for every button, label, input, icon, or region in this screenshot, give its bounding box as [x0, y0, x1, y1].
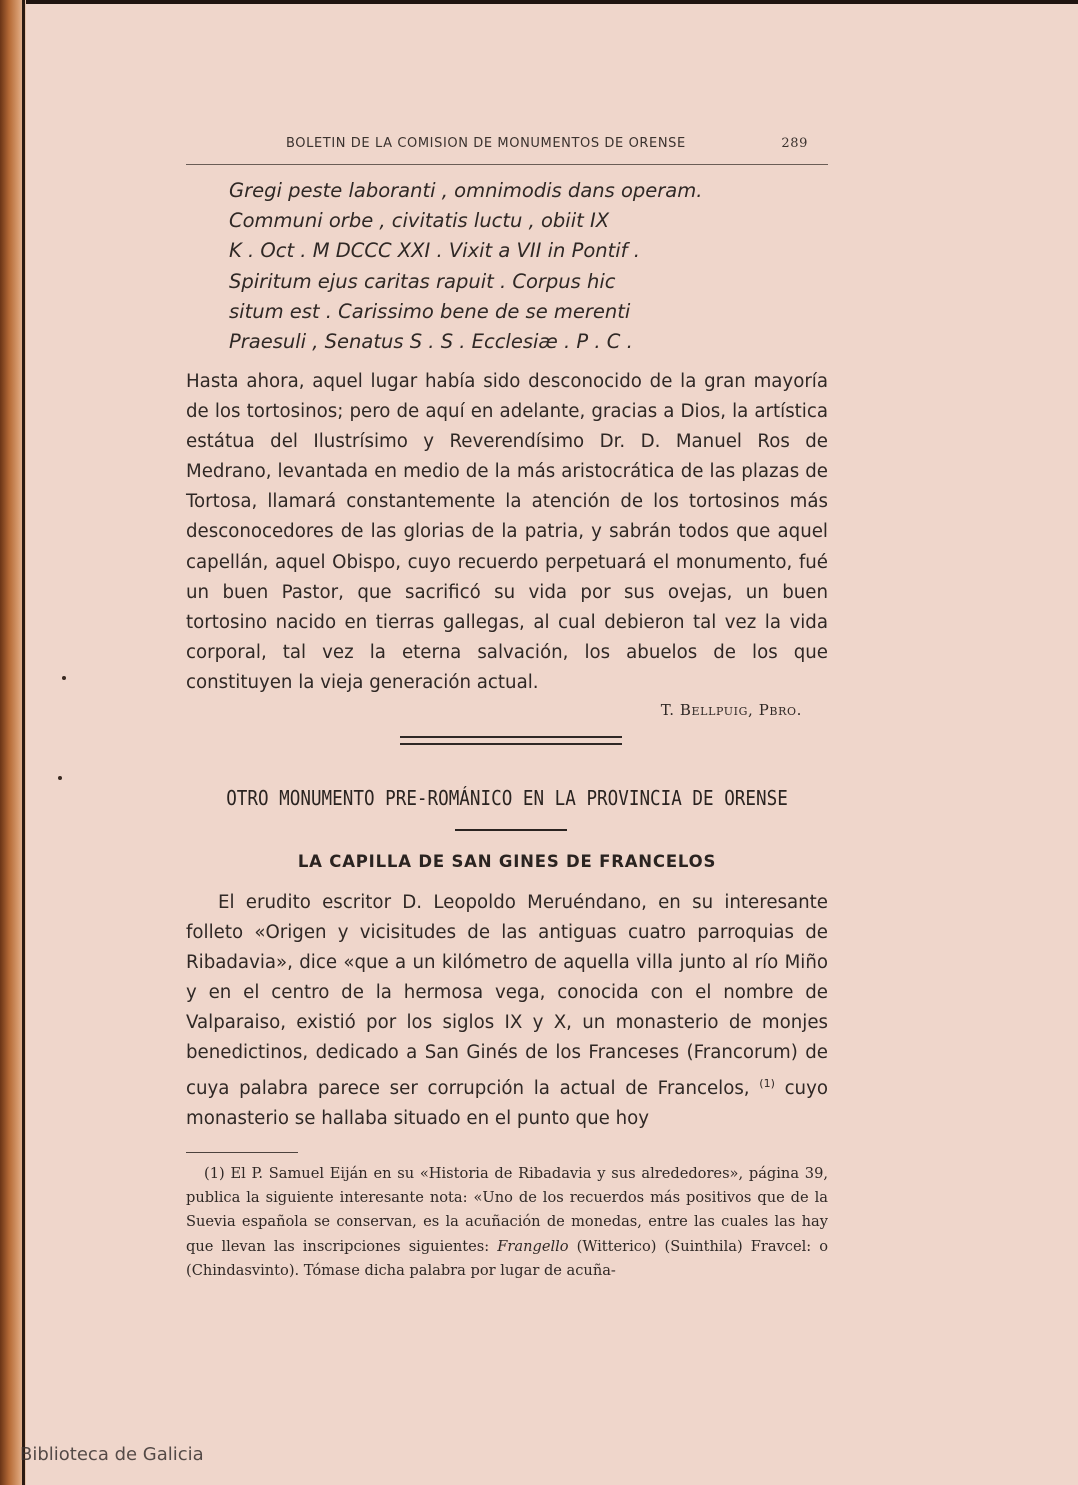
footnote-italic: Frangello: [497, 1237, 569, 1255]
title-underline: [455, 829, 567, 831]
footnote-text: (Witterico) (Suinthila) Fravcel: o (Chindasvinto). Tómase dicha palabra por lugar de acuña-: [186, 1237, 829, 1279]
body-paragraph-2: [186, 888, 828, 1134]
header-title: BOLETIN DE LA COMISION DE MONUMENTOS DE ORENSE: [286, 136, 686, 151]
footnote-text: El P. Samuel Eiján en su «Historia de Ribadavia y sus alrededores», página 39, publica la siguiente interesante nota: «Uno de los recuerdos más positivos que de la Suevia española se conservan, es la acuñación de monedas, entre las cuales las hay que llevan las inscripciones siguientes:: [186, 1165, 828, 1255]
latin-inscription: [229, 176, 789, 357]
footnote-mark: (1): [204, 1165, 225, 1182]
footnote: [186, 1162, 828, 1283]
paper-speck: [62, 676, 66, 680]
library-watermark: Biblioteca de Galicia: [20, 1444, 204, 1465]
body-paragraph-1: Hasta ahora, aquel lugar había sido desconocido de la gran mayoría de los tortosinos; pero de aquí en adelante, gracias a Dios, la artística estátua del Ilustrísimo y Reverendísimo Dr. D. Manuel Ros de Medrano, levantada en medio de la más aristocrática de las plazas de Tortosa, llamará constantemente la atención de los tortosinos más desconocedores de las glorias de la patria, y sabrán todos que aquel capellán, aquel Obispo, cuyo recuerdo perpetuará el monumento, fué un buen Pastor, que sacrificó su vida por sus ovejas, un buen tortosino nacido en tierras gallegas, al cual debieron tal vez la vida corporal, tal vez la eterna salvación, los abuelos de los que constituyen la vieja generación actual.: [186, 371, 828, 693]
top-edge: [26, 0, 1078, 4]
verse-line: Communi orbe , civitatis luctu , obiit IX: [229, 209, 610, 233]
spine-edge: [22, 0, 25, 1485]
verse-line: Praesuli , Senatus S . S . Ecclesiæ . P . C .: [229, 330, 633, 354]
author-signature: T. Bellpuig, Pbro.: [660, 701, 802, 719]
section-subtitle: LA CAPILLA DE SAN GINES DE FRANCELOS: [297, 852, 717, 871]
verse-line: Spiritum ejus caritas rapuit . Corpus hic: [229, 269, 616, 293]
header-rule: [186, 164, 828, 165]
verse-line: K . Oct . M DCCC XXI . Vixit a VII in Pontif .: [229, 239, 640, 263]
double-divider: [400, 736, 622, 745]
paragraph-text: cuyo monasterio se hallaba situado en el punto que hoy: [186, 1077, 828, 1129]
footnote-rule: [186, 1152, 298, 1153]
paper-speck: [58, 776, 62, 780]
footnote-ref: (1): [759, 1076, 775, 1090]
section-title: OTRO MONUMENTO PRE-ROMÁNICO EN LA PROVINCIA DE ORENSE: [226, 786, 788, 810]
page-number: 289: [781, 136, 808, 151]
paragraph-text: El erudito escritor D. Leopoldo Meruéndano, en su interesante folleto «Origen y vicisitudes de las antiguas cuatro parroquias de Ribadavia», dice «que a un kilómetro de aquella villa junto al río Miño y en el centro de la hermosa vega, conocida con el nombre de Valparaiso, existió por los siglos IX y X, un monasterio de monjes benedictinos, dedicado a San Ginés de los Franceses (Francorum) de cuya palabra parece ser corrupción la actual de Francelos,: [186, 892, 828, 1099]
verse-line: situm est . Carissimo bene de se merenti: [229, 299, 631, 323]
verse-line: Gregi peste laboranti , omnimodis dans operam.: [229, 179, 703, 202]
